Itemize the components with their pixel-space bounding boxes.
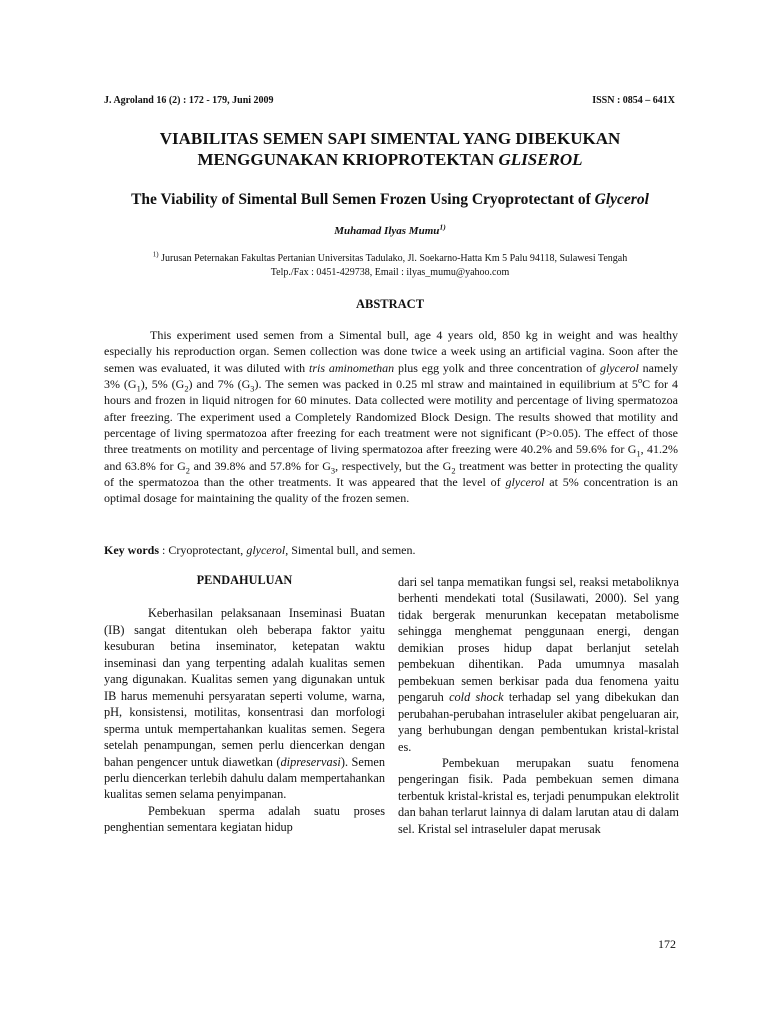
abstract-body: This experiment used semen from a Simental bull, age 4 years old, 850 kg in weight and was healthy especially his reproduction organ. Semen collection was done twice a week using an artificial vagina. Soon after the semen was evaluated, it was diluted with tris aminomethan plus egg yolk and three concentration of glycerol namely 3% $(G_1)$, 5% $(G_2)$ and 7% $(G_3)$. The semen was packed in 0.25 ml straw and maintained in equilibrium at 5$^o$C for 4 hours and frozen in liquid nitrogen for 60 minutes. Data collected were motility and percentage of living spermatozoa after freezing. The experiment used a Completely Randomized Block Design. The results showed that motility and percentage of living spermatozoa after freezing for each treatment were not significant (P>0.05). The effect of those three treatments on motility and percentage of living spermatozoa after freezing were 40.2% and 59.6% for $G_1$, 41.2% and 63.8% for $G_2$ and 39.8% and 57.8% for $G_3$, respectively, but the $G_2$ treatment was better in protecting the quality of the spermatozoa than the other treatments. It was appeared that the level of glycerol at 5% concentration is an optimal dosage for maintaining the quality of the frozen semen. [104, 328, 679, 506]
keywords: Key words : Cryoprotectant, glycerol, Simental bull, and semen. [104, 543, 416, 557]
title-line2: MENGGUNAKAN KRIOPROTEKTAN GLISEROL [197, 150, 583, 169]
left-column [104, 572, 385, 836]
title-english: The Viability of Simental Bull Semen Frozen Using Cryoprotectant of Glycerol [131, 191, 649, 208]
title-line1: VIABILITAS SEMEN SAPI SIMENTAL YANG DIBEKUKAN [159, 129, 621, 148]
abstract-heading: ABSTRACT [355, 297, 425, 311]
issn: ISSN : 0854 – 641X [592, 95, 675, 106]
right-column [398, 574, 679, 837]
right-paragraph-2: Pembekuan merupakan suatu fenomena pengeringan fisik. Pada pembekuan semen dimana terbentuk kristal-kristal es, terjadi penumpukan elektrolit dan bahan terlarut lainnya di dalam larutan atau di dalam sel. Kristal sel intraseluler dapat merusak [398, 755, 679, 836]
left-paragraph-2: Pembekuan sperma adalah suatu proses penghentian sementara kegiatan hidup [104, 803, 385, 835]
affiliation [80, 252, 700, 280]
left-paragraph-1: Keberhasilan pelaksanaan Inseminasi Buatan (IB) sangat ditentukan oleh beberapa faktor yaitu kesuburan betina inseminator, ketepatan waktu inseminasi dan yang terpenting adalah kualitas semen yang digunakan. Kualitas semen yang digunakan untuk IB harus memenuhi persyaratan seperti volume, warna, pH, konsistensi, motilitas, konsentrasi dan morfologi sperma untuk mempertahankan kualitas semen. Segera setelah penampungan, semen perlu diencerkan dengan bahan pengencer untuk diawetkan (dipreservasi). Semen perlu diencerkan terlebih dahulu dalam mempertahankan kualitas semen selama penyimpanan. [104, 606, 385, 802]
journal-citation: J. Agroland 16 (2) : 172 - 179, Juni 2009 [104, 95, 274, 106]
affiliation-line2: Telp./Fax : 0451-429738, Email : ilyas_mumu@yahoo.com [270, 267, 510, 278]
section-heading-pendahuluan: PENDAHULUAN [196, 573, 293, 587]
right-paragraph-1: dari sel tanpa mematikan fungsi sel, reaksi metaboliknya berhenti mendekati total (Susilawati, 2000). Sel yang tidak bergerak menurunkan kecepatan metabolisme sehingga menghemat penggunaan energi, dengan demikian proses hidup dapat berlanjut setelah pembekuan dihentikan. Pada umumnya masalah pembekuan semen berkisar pada dua fenomena yaitu pengaruh cold shock terhadap sel yang dibekukan dan perubahan-perubahan intraseluler akibat pengeluaran air, yang berhubungan dengan pembentukan kristal-kristal es. [398, 575, 679, 754]
page-number: 172 [658, 937, 676, 951]
author: Muhamad Ilyas Mumu$^{1)}$ [334, 222, 446, 237]
affiliation-line1: $^{1)}$ Jurusan Peternakan Fakultas Pertanian Universitas Tadulako, Jl. Soekarno-Hatta Km 5 Palu 94118, Sulawesi Tengah [152, 250, 628, 264]
title-indonesian [80, 128, 700, 170]
